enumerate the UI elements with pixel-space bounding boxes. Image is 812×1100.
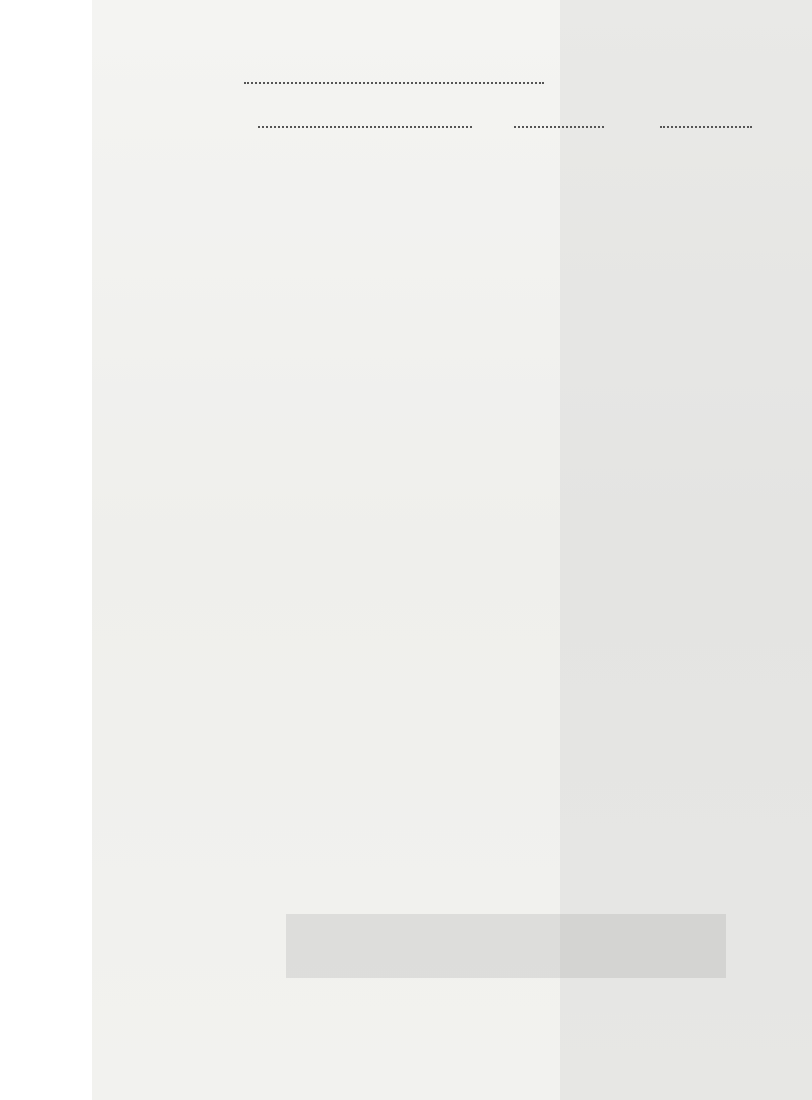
position-rows-shading [286,914,726,978]
year-line [660,126,752,128]
class-teacher-line [258,126,472,128]
std-line [514,126,604,128]
pupil-name-line [244,82,544,84]
